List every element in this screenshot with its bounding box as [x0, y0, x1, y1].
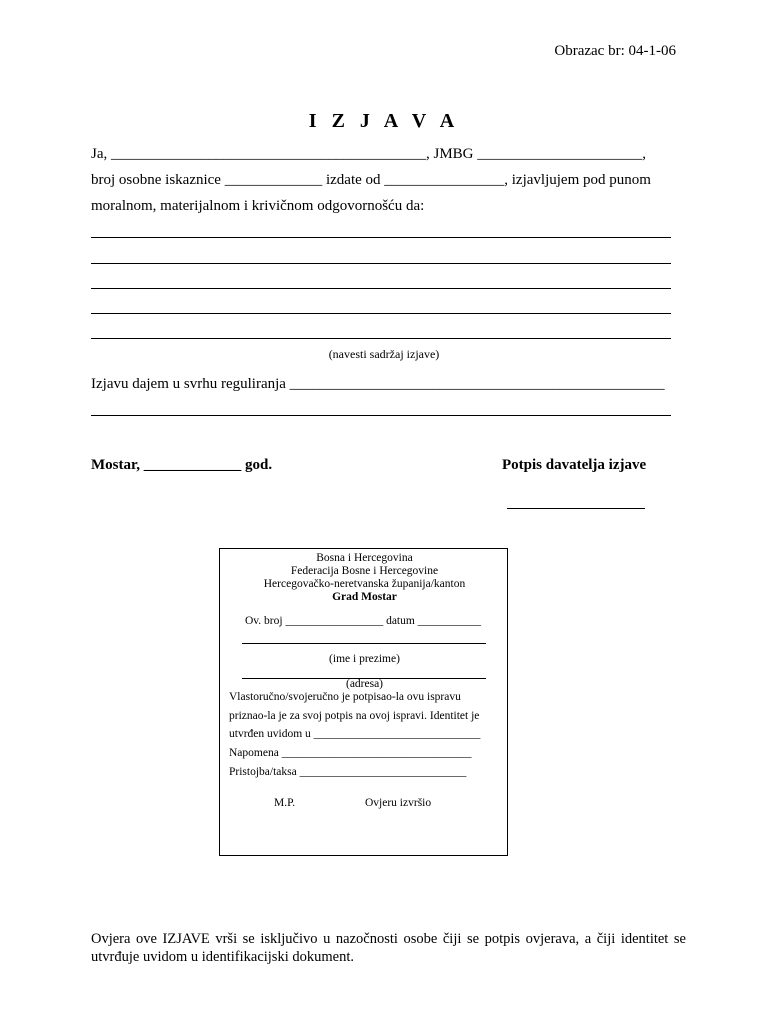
place-date: Mostar, _____________ god.	[91, 457, 273, 473]
stamp-address-caption: (adresa)	[345, 678, 384, 690]
stamp-pristojba: Pristojba/taksa _____________________________	[229, 766, 467, 778]
signature-line[interactable]	[507, 508, 645, 509]
stamp-name-caption: (ime i prezime)	[329, 653, 400, 665]
stamp-ov-broj: Ov. broj _________________ datum ___________	[245, 615, 481, 627]
page-title: I Z J A V A	[308, 110, 460, 132]
stamp-mp: M.P.	[274, 797, 296, 809]
form-number: Obrazac br: 04-1-06	[554, 43, 676, 59]
content-blank-line[interactable]	[91, 338, 671, 339]
signature-label: Potpis davatelja izjave	[502, 457, 647, 473]
stamp-federation: Federacija Bosne i Hercegovine	[290, 565, 439, 577]
stamp-text-3: utvrđen uvidom u _____________________________	[229, 728, 481, 740]
content-blank-line[interactable]	[91, 313, 671, 314]
stamp-country: Bosna i Hercegovina	[316, 552, 413, 564]
purpose-blank-line[interactable]	[91, 415, 671, 416]
certification-stamp-box	[219, 548, 508, 856]
declarant-line: Ja, __________________________________________, JMBG ______________________,	[91, 146, 647, 162]
stamp-text-1: Vlastoručno/svojeručno je potpisao-la ovu ispravu	[229, 691, 461, 703]
id-card-line: broj osobne iskaznice _____________ izdate od ________________, izjavljujem pod punom	[91, 172, 651, 188]
stamp-text-2: priznao-la je za svoj potpis na ovoj ispravi. Identitet je	[229, 710, 480, 722]
stamp-napomena: Napomena _________________________________	[229, 747, 472, 759]
stamp-canton: Hercegovačko-neretvanska županija/kanton	[263, 578, 466, 590]
content-blank-line[interactable]	[91, 263, 671, 264]
content-caption: (navesti sadržaj izjave)	[328, 347, 440, 361]
content-blank-line[interactable]	[91, 288, 671, 289]
footer-note: Ovjera ove IZJAVE vrši se isključivo u nazočnosti osobe čiji se potpis ovjerava, a čiji identitet se utvrđuje uvidom u identifikacijski dokument.	[91, 931, 686, 965]
responsibility-line: moralnom, materijalnom i krivičnom odgovornošću da:	[91, 198, 425, 214]
stamp-ovjeru: Ovjeru izvršio	[365, 797, 432, 809]
content-blank-line[interactable]	[91, 237, 671, 238]
stamp-city: Grad Mostar	[332, 591, 397, 603]
stamp-name-line[interactable]	[242, 643, 486, 644]
purpose-line: Izjavu dajem u svrhu reguliranja __________________________________________________	[91, 376, 665, 392]
